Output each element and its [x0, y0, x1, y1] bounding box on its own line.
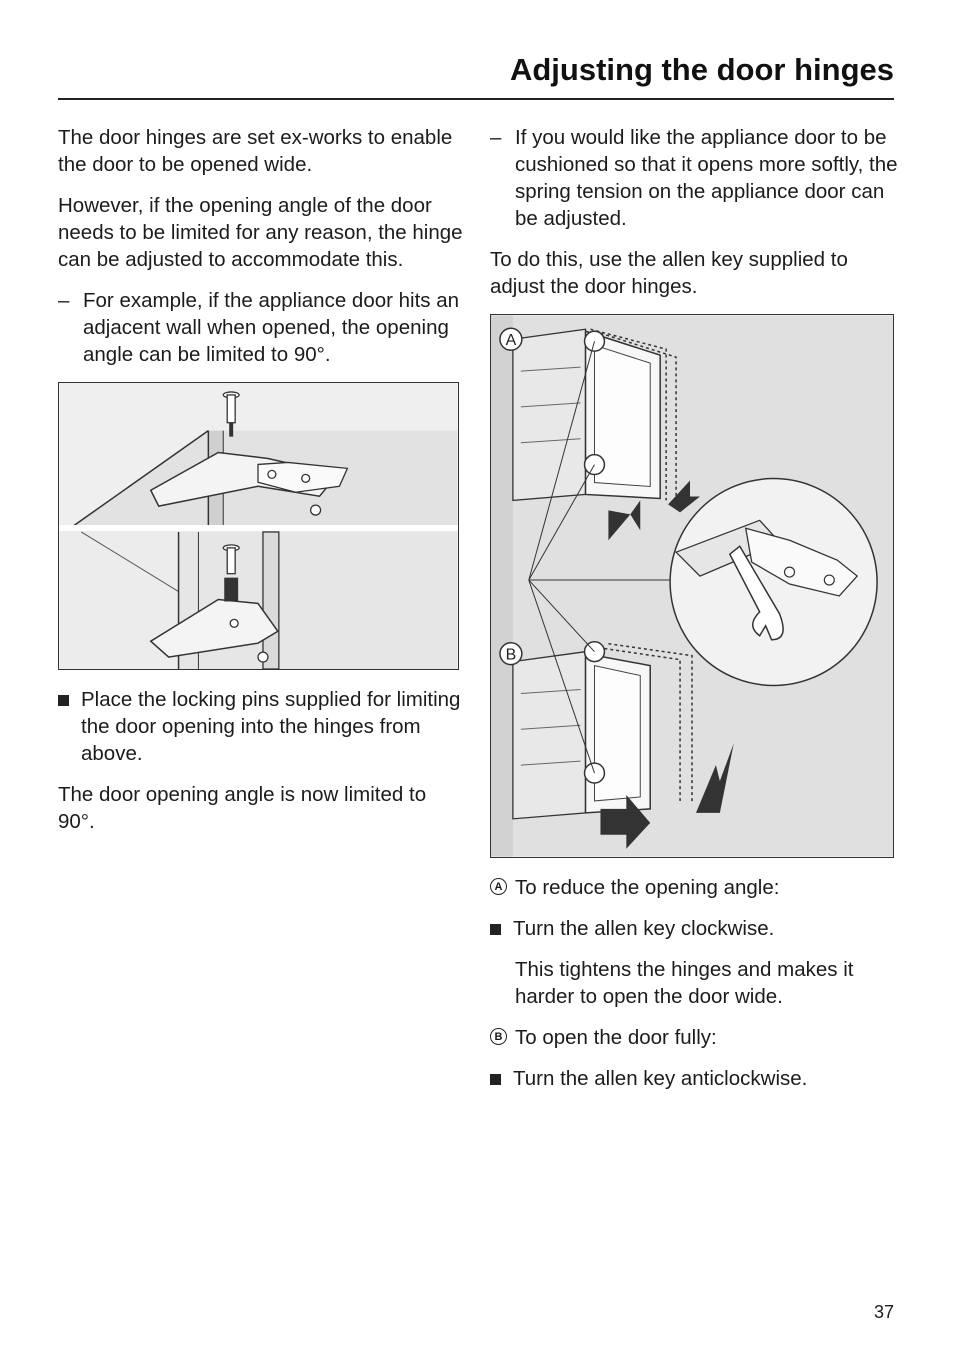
callout-a-marker: A [490, 878, 507, 895]
clockwise-bullet [490, 915, 900, 942]
tighten-note: This tightens the hinges and makes it harder to open the door wide. [515, 958, 854, 1008]
example-dash-item [58, 287, 468, 368]
example-dash-text: For example, if the appliance door hits an adjacent wall when opened, the opening angle can be limited to 90°. [83, 289, 460, 366]
callout-a [490, 874, 900, 901]
limit-paragraph: However, if the opening angle of the door needs to be limited for any reason, the hinge can be adjusted to accommodate this. [58, 194, 463, 271]
place-pins-bullet [58, 686, 468, 767]
figure-label-b: B [505, 646, 517, 664]
anticlockwise-bullet [490, 1065, 900, 1092]
cushion-dash-text: If you would like the appliance door to be cushioned so that it opens more softly, the spring tension on the appliance door can be adjusted. [515, 126, 898, 230]
right-column [490, 124, 900, 1106]
spring-tension-illustration [490, 314, 894, 858]
title-rule [58, 98, 894, 100]
page-number: 37 [873, 1302, 894, 1322]
callout-a-text: To reduce the opening angle: [515, 876, 780, 899]
bullet-square-icon [490, 1074, 501, 1085]
callout-b-marker: B [490, 1028, 507, 1045]
anticlockwise-text: Turn the allen key anticlockwise. [513, 1067, 808, 1090]
left-column [58, 124, 468, 849]
page-title: Adjusting the door hinges [509, 52, 894, 87]
callout-b-text: To open the door fully: [515, 1026, 717, 1049]
bullet-square-icon [490, 924, 501, 935]
result-paragraph: The door opening angle is now limited to 90°. [58, 783, 427, 833]
bullet-square-icon [58, 695, 69, 706]
intro-paragraph: The door hinges are set ex-works to enable the door to be opened wide. [58, 126, 453, 176]
callout-b [490, 1024, 900, 1051]
place-pins-text: Place the locking pins supplied for limiting the door opening into the hinges from above. [81, 688, 461, 765]
allen-key-paragraph: To do this, use the allen key supplied to adjust the door hinges. [490, 248, 848, 298]
cushion-dash-item [490, 124, 900, 232]
clockwise-text: Turn the allen key clockwise. [513, 917, 775, 940]
figure-label-a: A [505, 332, 517, 350]
locking-pin-illustration [58, 382, 459, 670]
